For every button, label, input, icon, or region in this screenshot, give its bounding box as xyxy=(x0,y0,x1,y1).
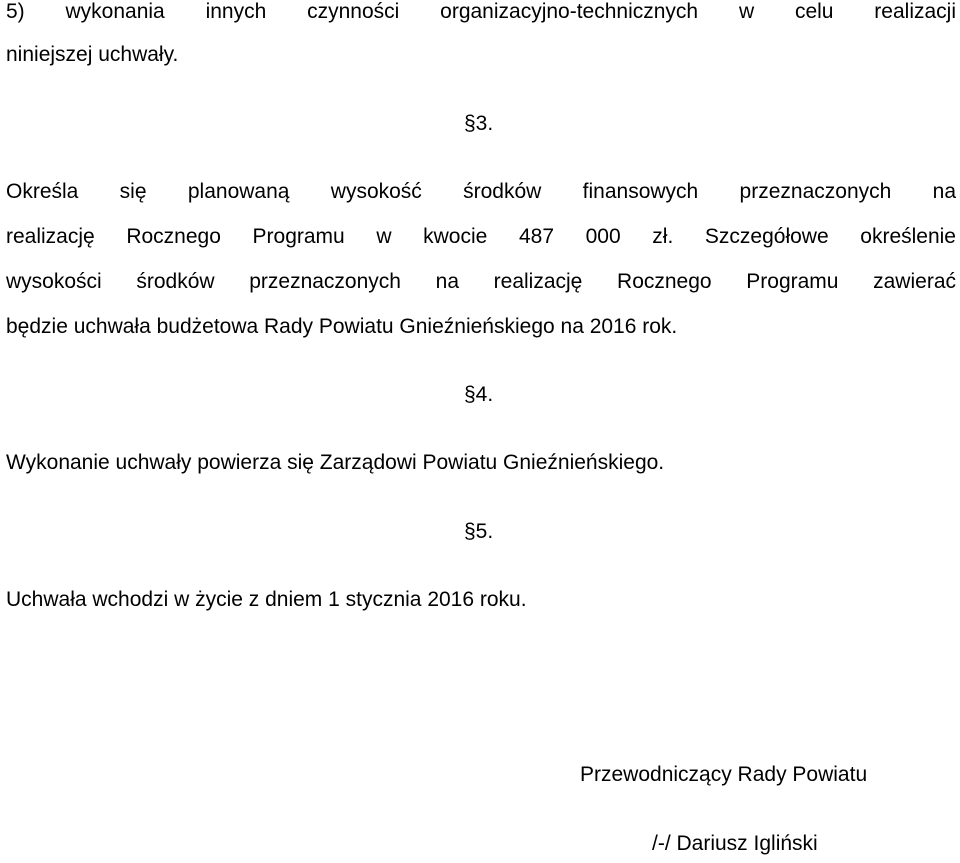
item5-line2: niniejszej uchwały. xyxy=(6,43,179,66)
signature-name: /-/ Dariusz Igliński xyxy=(652,832,818,855)
section-5-heading: §5. xyxy=(464,520,494,543)
section-4-heading: §4. xyxy=(464,383,494,406)
signature-title: Przewodniczący Rady Powiatu xyxy=(580,763,868,786)
paragraph3-line1: Określa się planowaną wysokość środków finansowych przeznaczonych na xyxy=(6,180,956,203)
section-3-heading: §3. xyxy=(464,112,494,135)
paragraph3-line2: realizację Rocznego Programu w kwocie 487 000 zł. Szczegółowe określenie xyxy=(6,225,956,248)
paragraph5: Uchwała wchodzi w życie z dniem 1 stycznia 2016 roku. xyxy=(6,588,527,611)
paragraph3-line4: będzie uchwała budżetowa Rady Powiatu Gnieźnieńskiego na 2016 rok. xyxy=(6,315,678,338)
item5-line1: 5) wykonania innych czynności organizacyjno-technicznych w celu realizacji xyxy=(6,0,956,23)
paragraph4: Wykonanie uchwały powierza się Zarządowi Powiatu Gnieźnieńskiego. xyxy=(6,451,665,474)
paragraph3-line3: wysokości środków przeznaczonych na realizację Rocznego Programu zawierać xyxy=(6,270,956,293)
